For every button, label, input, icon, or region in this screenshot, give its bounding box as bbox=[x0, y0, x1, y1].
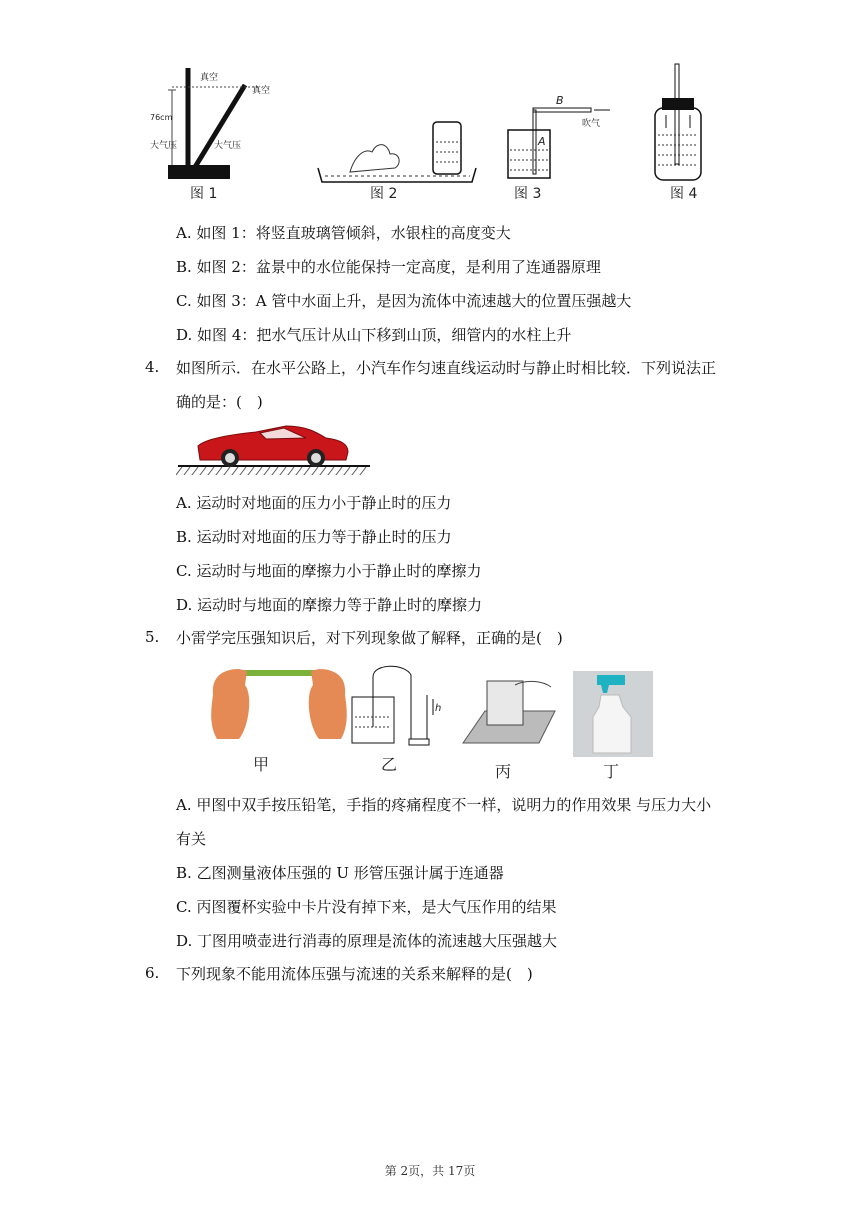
q4-option-b-letter: B. bbox=[176, 528, 192, 546]
q5-option-d-text: 丁图用喷壶进行消毒的原理是流体的流速越大压强越大 bbox=[197, 932, 558, 950]
q5-fig-bing bbox=[463, 681, 555, 781]
q3-option-d bbox=[176, 324, 571, 345]
fig1-vacuum-left: 真空 bbox=[200, 73, 219, 83]
figure-3-blow-tube bbox=[508, 94, 610, 202]
q3-figure-strip bbox=[150, 60, 710, 205]
fig3-label-b: B bbox=[556, 94, 564, 107]
fig3-label-blow: 吹气 bbox=[582, 119, 601, 129]
page-footer: 第 2页，共 17页 bbox=[384, 1164, 476, 1178]
q5-option-b-letter: B. bbox=[176, 864, 192, 882]
q5-option-a bbox=[176, 794, 711, 815]
fig4-caption: 图 4 bbox=[670, 186, 698, 202]
q4-number: 4. bbox=[145, 358, 160, 376]
q4-option-c-letter: C. bbox=[176, 562, 192, 580]
q5-caption-yi: 乙 bbox=[381, 755, 398, 774]
figure-2-bonsai bbox=[318, 122, 476, 202]
fig1-atm-left: 大气压 bbox=[150, 141, 178, 151]
q6-number: 6. bbox=[145, 964, 160, 982]
q4-stem-line2: 确的是：( ) bbox=[176, 393, 263, 411]
q4-option-a-letter: A. bbox=[176, 494, 192, 512]
q5-number: 5. bbox=[145, 628, 160, 646]
q3-option-b-letter: B. bbox=[176, 258, 192, 276]
q3-option-c-text: 如图 3：A 管中水面上升，是因为流体中流速越大的位置压强越大 bbox=[196, 292, 632, 310]
q5-option-c-text: 丙图覆杯实验中卡片没有掉下来，是大气压作用的结果 bbox=[196, 898, 557, 916]
q3-option-d-text: 如图 4：把水气压计从山下移到山顶，细管内的水柱上升 bbox=[197, 326, 572, 344]
q3-option-c bbox=[176, 290, 631, 311]
fig3-label-a: A bbox=[538, 135, 546, 148]
fig1-caption: 图 1 bbox=[190, 186, 218, 202]
q4-stem-line1: 如图所示．在水平公路上，小汽车作匀速直线运动时与静止时相比较．下列说法正 bbox=[176, 359, 717, 377]
q5-option-b-text: 乙图测量液体压强的 U 形管压强计属于连通器 bbox=[196, 864, 504, 882]
q3-option-b bbox=[176, 256, 601, 277]
q5-figure-strip bbox=[205, 655, 660, 785]
q4-option-a-text: 运动时对地面的压力小于静止时的压力 bbox=[196, 494, 452, 512]
q5-option-a-continued-text: 有关 bbox=[176, 830, 207, 848]
q3-option-a-text: 如图 1：将竖直玻璃管倾斜，水银柱的高度变大 bbox=[196, 224, 511, 242]
q5-option-d bbox=[176, 930, 557, 951]
q5-option-d-letter: D. bbox=[176, 932, 193, 950]
q4-car-figure bbox=[176, 422, 372, 478]
q5-fig-yi bbox=[352, 666, 441, 774]
q3-option-b-text: 如图 2：盆景中的水位能保持一定高度，是利用了连通器原理 bbox=[196, 258, 601, 276]
q5-caption-bing: 丙 bbox=[495, 762, 512, 781]
q5-fig-jia bbox=[211, 669, 347, 774]
q4-option-b-text: 运动时对地面的压力等于静止时的压力 bbox=[196, 528, 452, 546]
q3-option-d-letter: D. bbox=[176, 326, 193, 344]
q4-option-c bbox=[176, 560, 482, 581]
figure-4-water-barometer bbox=[655, 64, 701, 202]
fig1-height-label: 76cm bbox=[150, 113, 173, 122]
q5-option-c bbox=[176, 896, 557, 917]
q4-option-d bbox=[176, 594, 482, 615]
fig1-vacuum-right: 真空 bbox=[252, 86, 271, 96]
q4-option-c-text: 运动时与地面的摩擦力小于静止时的摩擦力 bbox=[196, 562, 482, 580]
q5-fig-ding bbox=[573, 671, 653, 781]
fig1-atm-right: 大气压 bbox=[214, 141, 242, 151]
q5-fig-label-h: h bbox=[435, 703, 442, 714]
q5-option-c-letter: C. bbox=[176, 898, 192, 916]
q3-option-c-letter: C. bbox=[176, 292, 192, 310]
figure-1-barometer bbox=[150, 68, 270, 202]
fig3-caption: 图 3 bbox=[514, 186, 542, 202]
q4-option-a bbox=[176, 492, 451, 513]
q4-option-d-text: 运动时与地面的摩擦力等于静止时的摩擦力 bbox=[197, 596, 483, 614]
q5-stem-line1: 小雷学完压强知识后，对下列现象做了解释，正确的是( ) bbox=[176, 629, 563, 647]
q3-option-a bbox=[176, 222, 511, 243]
q5-option-b bbox=[176, 862, 504, 883]
q5-caption-ding: 丁 bbox=[603, 762, 620, 781]
q6-stem-line1: 下列现象不能用流体压强与流速的关系来解释的是( ) bbox=[176, 965, 533, 983]
q3-option-a-letter: A. bbox=[176, 224, 192, 242]
q4-option-d-letter: D. bbox=[176, 596, 193, 614]
q4-option-b bbox=[176, 526, 452, 547]
q5-option-a-continued bbox=[176, 828, 206, 849]
fig2-caption: 图 2 bbox=[370, 186, 398, 202]
q5-option-a-text: 甲图中双手按压铅笔，手指的疼痛程度不一样，说明力的作用效果 与压力大小 bbox=[196, 796, 712, 814]
q5-caption-jia: 甲 bbox=[253, 755, 270, 774]
q5-option-a-letter: A. bbox=[176, 796, 192, 814]
